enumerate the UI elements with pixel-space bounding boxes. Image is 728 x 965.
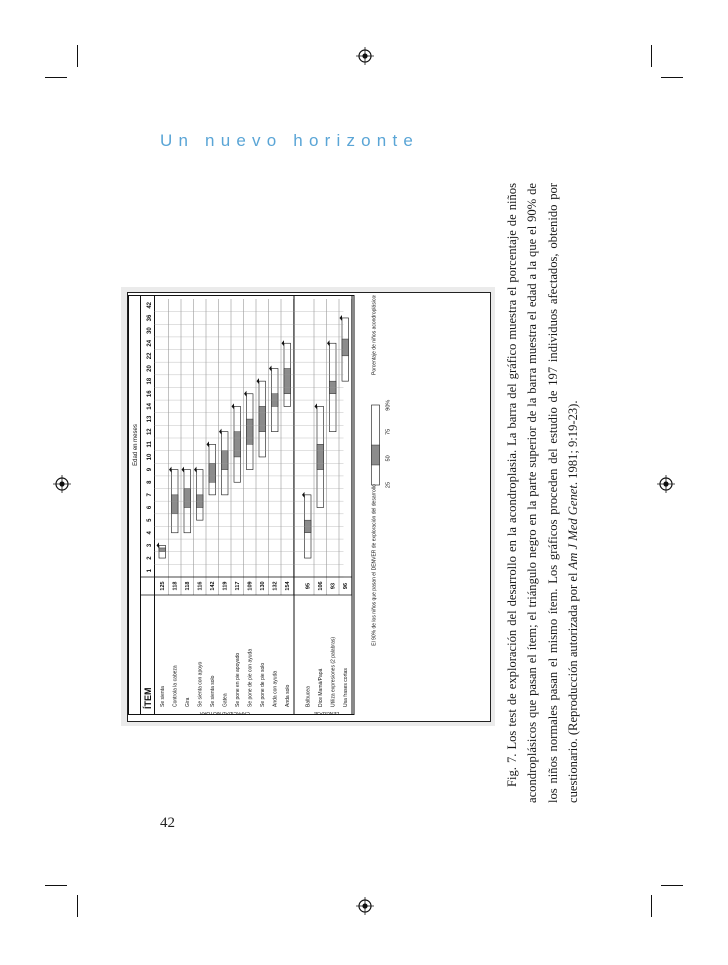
section-title: CAPACIDAD MOTORA	[199, 710, 250, 715]
item-count: 93	[330, 582, 337, 590]
item-count: 116	[197, 581, 204, 591]
age-tick-label: 5	[147, 518, 153, 522]
crop-mark-top-right-h	[661, 77, 683, 78]
normal-90-marker	[207, 441, 210, 447]
item-label: Se pone de pie solo	[260, 662, 266, 707]
running-header: Un nuevo horizonte	[160, 131, 420, 150]
figure-caption-block	[502, 183, 582, 803]
item-count: 130	[260, 581, 266, 591]
normal-90-marker	[157, 542, 160, 548]
legend-scale-label: 50	[385, 455, 392, 462]
development-chart-svg	[128, 295, 490, 715]
age-tick-label: 1	[147, 569, 153, 573]
legend-scale-label: 75	[385, 428, 392, 435]
item-label: Dice Mamá/Papá	[318, 668, 324, 707]
registration-mark-icon	[657, 475, 675, 493]
normal-90-marker	[232, 403, 235, 409]
age-tick-label: 6	[147, 505, 153, 510]
item-label: Anda solo	[285, 684, 291, 707]
crop-mark-bottom-left-v	[77, 895, 78, 917]
item-bar-shade	[222, 451, 229, 470]
normal-90-marker	[169, 467, 172, 473]
item-label: Se sienta	[160, 686, 166, 707]
item-count: 95	[305, 582, 312, 590]
normal-90-marker	[257, 378, 260, 384]
item-bar-shade	[184, 489, 191, 508]
development-chart	[127, 292, 491, 722]
normal-90-marker	[327, 340, 330, 346]
normal-90-marker	[244, 391, 247, 397]
crop-mark-top-left-v	[77, 45, 78, 67]
registration-mark-icon	[53, 475, 71, 493]
normal-90-marker	[340, 315, 343, 321]
normal-90-marker	[269, 366, 272, 372]
months-axis-label: Edad en meses	[133, 424, 139, 466]
caption-text-end: . 1981; 9:19-23).	[566, 400, 581, 486]
age-tick-label: 30	[147, 327, 153, 334]
item-label: Utiliza expresiones (2 palabras)	[330, 636, 337, 707]
age-tick-label: 11	[147, 441, 153, 448]
item-count: 109	[247, 581, 254, 591]
normal-90-marker	[282, 340, 285, 346]
normal-90-marker	[315, 403, 318, 409]
normal-90-marker	[182, 467, 185, 473]
legend-bar-shade	[372, 445, 380, 465]
age-tick-label: 2	[147, 556, 153, 560]
item-count: 125	[160, 581, 166, 591]
item-bar-shade	[284, 369, 291, 394]
normal-90-marker	[219, 429, 222, 435]
item-bar-shade	[159, 548, 166, 552]
page-number: 42	[160, 815, 175, 831]
item-count: 118	[172, 581, 179, 591]
development-chart-rotated	[128, 295, 490, 715]
age-tick-label: 7	[147, 493, 153, 497]
item-label: Anda con ayuda	[272, 670, 279, 707]
age-tick-label: 4	[147, 531, 153, 535]
age-tick-label: 9	[147, 467, 153, 472]
item-label: Se sienta con apoyo	[197, 661, 204, 707]
age-tick-label: 20	[147, 365, 153, 372]
item-label: Gira	[185, 697, 191, 707]
age-tick-label: 36	[147, 314, 153, 322]
age-tick-label: 8	[147, 480, 153, 484]
age-tick-label: 13	[147, 415, 153, 423]
legend-left-note: El 90% de los niños que pasan el DENVER de exploración del desarrollo	[371, 484, 378, 646]
item-bar-shade	[209, 463, 216, 482]
item-label: Controla la cabeza	[172, 665, 179, 707]
figure-caption	[502, 183, 582, 803]
section-title: LENGUAJE	[313, 710, 340, 715]
item-header: ÍTEM	[143, 687, 153, 709]
caption-text: Los test de exploración del desarrollo en la acondroplasia. La barra del gráfico muestra el porcentaje de niños acondroplásicos que pasan el ítem; el triángulo negro en la parte superior de la barra muestra el edad a la que el 90% de los niños normales pasan el mismo ítem. Los gráficos proceden del estudio de 197 individuos afectados, obtenido por cuestionario. (Reproducción autorizada por el	[505, 182, 581, 803]
item-count: 117	[235, 581, 241, 591]
item-count: 118	[185, 581, 191, 591]
crop-mark-bottom-right-h	[661, 885, 683, 886]
item-label: Se pone de pie con ayuda	[247, 648, 254, 707]
age-tick-label: 14	[147, 403, 153, 410]
age-tick-label: 16	[147, 390, 153, 398]
item-count: 132	[272, 581, 279, 591]
item-label: Gatea	[222, 693, 229, 707]
age-tick-label: 18	[147, 377, 153, 385]
item-count: 154	[285, 581, 291, 591]
caption-journal: Am J Med Genet	[566, 485, 581, 570]
normal-90-marker	[194, 467, 197, 473]
age-tick-label: 12	[147, 428, 153, 436]
legend-right-note: Porcentaje de niños acondroplásicos que pasan el ítem	[371, 295, 378, 375]
item-label: Usa frases cortas	[343, 668, 349, 707]
item-bar-shade	[317, 444, 324, 469]
item-bar-shade	[342, 339, 349, 356]
figure-scan	[121, 287, 495, 726]
crop-mark-top-right-v	[651, 45, 652, 67]
age-tick-label: 10	[147, 453, 153, 461]
item-count: 119	[222, 581, 229, 591]
item-label: Se sienta solo	[210, 675, 216, 707]
age-tick-label: 42	[147, 301, 153, 309]
age-tick-label: 3	[147, 543, 153, 548]
caption-fig-label: Fig. 7.	[505, 753, 519, 787]
item-bar-shade	[259, 406, 266, 431]
item-bar-shade	[247, 419, 254, 444]
crop-mark-bottom-left-h	[45, 885, 67, 886]
registration-mark-icon	[356, 47, 374, 65]
legend-scale-label: 25	[385, 481, 392, 489]
crop-mark-bottom-right-v	[651, 895, 652, 917]
item-count: 142	[210, 581, 216, 591]
item-label: Balbucea	[305, 686, 312, 707]
normal-90-marker	[302, 492, 305, 498]
item-label: Se pone en pie apoyado	[235, 652, 241, 707]
age-tick-label: 24	[147, 339, 153, 347]
legend-scale-label: 90%	[385, 399, 392, 411]
item-bar-shade	[234, 432, 241, 457]
crop-mark-top-left-h	[45, 77, 67, 78]
item-count: 96	[343, 582, 349, 590]
item-bar-shade	[172, 495, 179, 514]
registration-mark-icon	[356, 897, 374, 915]
age-tick-label: 22	[147, 352, 153, 360]
item-count: 106	[318, 581, 324, 591]
